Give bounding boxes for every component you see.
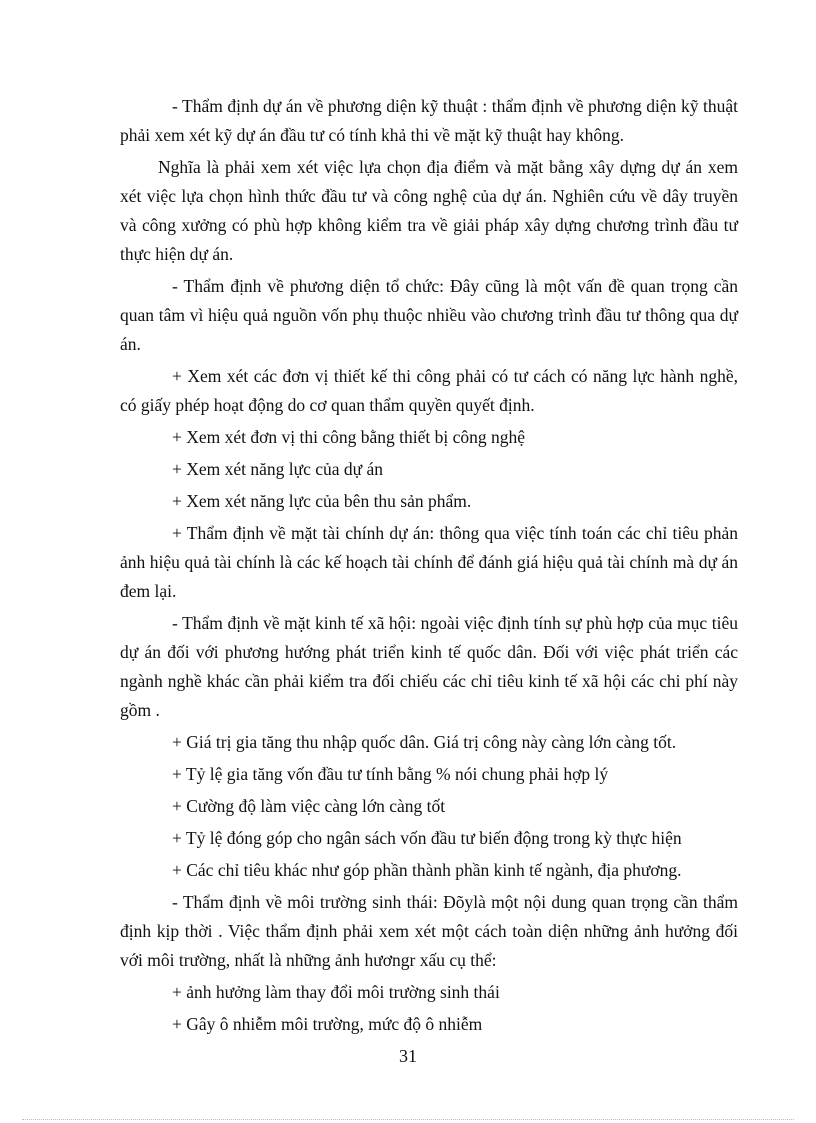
paragraph: Nghĩa là phải xem xét việc lựa chọn địa điểm và mặt bằng xây dựng dự án xem xét việc lựa chọn hình thức đầu tư và công nghệ của dự án. Nghiên cứu về dây truyền và công xưởng có phù hợp không kiểm tra về giải pháp xây dựng chương trình đầu tư thực hiện dự án. — [120, 157, 738, 264]
paragraph: - Thẩm định dự án về phương diện kỹ thuật : thẩm định về phương diện kỹ thuật phải xem xét kỹ dự án đầu tư có tính khả thi về mặt kỹ thuật hay không. — [120, 96, 738, 145]
bullet-item: + Giá trị gia tăng thu nhập quốc dân. Giá trị công này càng lớn càng tốt. — [172, 732, 677, 752]
page-number: 31 — [399, 1046, 417, 1066]
bullet-item: + Xem xét năng lực của bên thu sản phẩm. — [172, 491, 472, 511]
paragraph: + Thẩm định về mặt tài chính dự án: thông qua việc tính toán các chỉ tiêu phản ảnh hiệu quả tài chính là các kế hoạch tài chính để đánh giá hiệu quả tài chính mà dự án đem lại. — [120, 523, 738, 601]
bullet-item: + ảnh hưởng làm thay đổi môi trường sinh thái — [172, 982, 500, 1002]
bullet-item: + Tỷ lệ gia tăng vốn đầu tư tính bằng % nói chung phải hợp lý — [172, 764, 609, 784]
bullet-item: + Xem xét đơn vị thi công bằng thiết bị công nghệ — [172, 427, 526, 447]
footer-divider — [22, 1119, 794, 1120]
bullet-item: + Gây ô nhiễm môi trường, mức độ ô nhiễm — [172, 1014, 483, 1034]
bullet-item: + Xem xét năng lực của dự án — [172, 459, 384, 479]
bullet-item: + Tỷ lệ đóng góp cho ngân sách vốn đầu tư biến động trong kỳ thực hiện — [172, 828, 682, 848]
bullet-item: + Cường độ làm việc càng lớn càng tốt — [172, 796, 446, 816]
document-body — [120, 92, 738, 1042]
paragraph: - Thẩm định về phương diện tổ chức: Đây cũng là một vấn đề quan trọng cần quan tâm vì hiệu quả nguồn vốn phụ thuộc nhiều vào chương trình đầu tư thông qua dự án. — [120, 276, 738, 354]
paragraph: - Thẩm định về mặt kinh tế xã hội: ngoài việc định tính sự phù hợp của mục tiêu dự án đối với phương hướng phát triển kinh tế quốc dân. Đối với việc phát triển các ngành nghề khác cần phải kiểm tra đối chiếu các chỉ tiêu kinh tế xã hội các chi phí này gồm . — [120, 613, 738, 720]
bullet-item: + Các chỉ tiêu khác như góp phần thành phần kinh tế ngành, địa phương. — [172, 860, 682, 880]
paragraph: + Xem xét các đơn vị thiết kế thi công phải có tư cách có năng lực hành nghề, có giấy phép hoạt động do cơ quan thẩm quyền quyết định. — [120, 366, 738, 415]
paragraph: - Thẩm định về môi trường sinh thái: Đõylà một nội dung quan trọng cần thẩm định kịp thời . Việc thẩm định phải xem xét một cách toàn diện những ảnh hưởng đối với môi trường, nhất là những ảnh hươngr xấu cụ thể: — [120, 892, 738, 970]
